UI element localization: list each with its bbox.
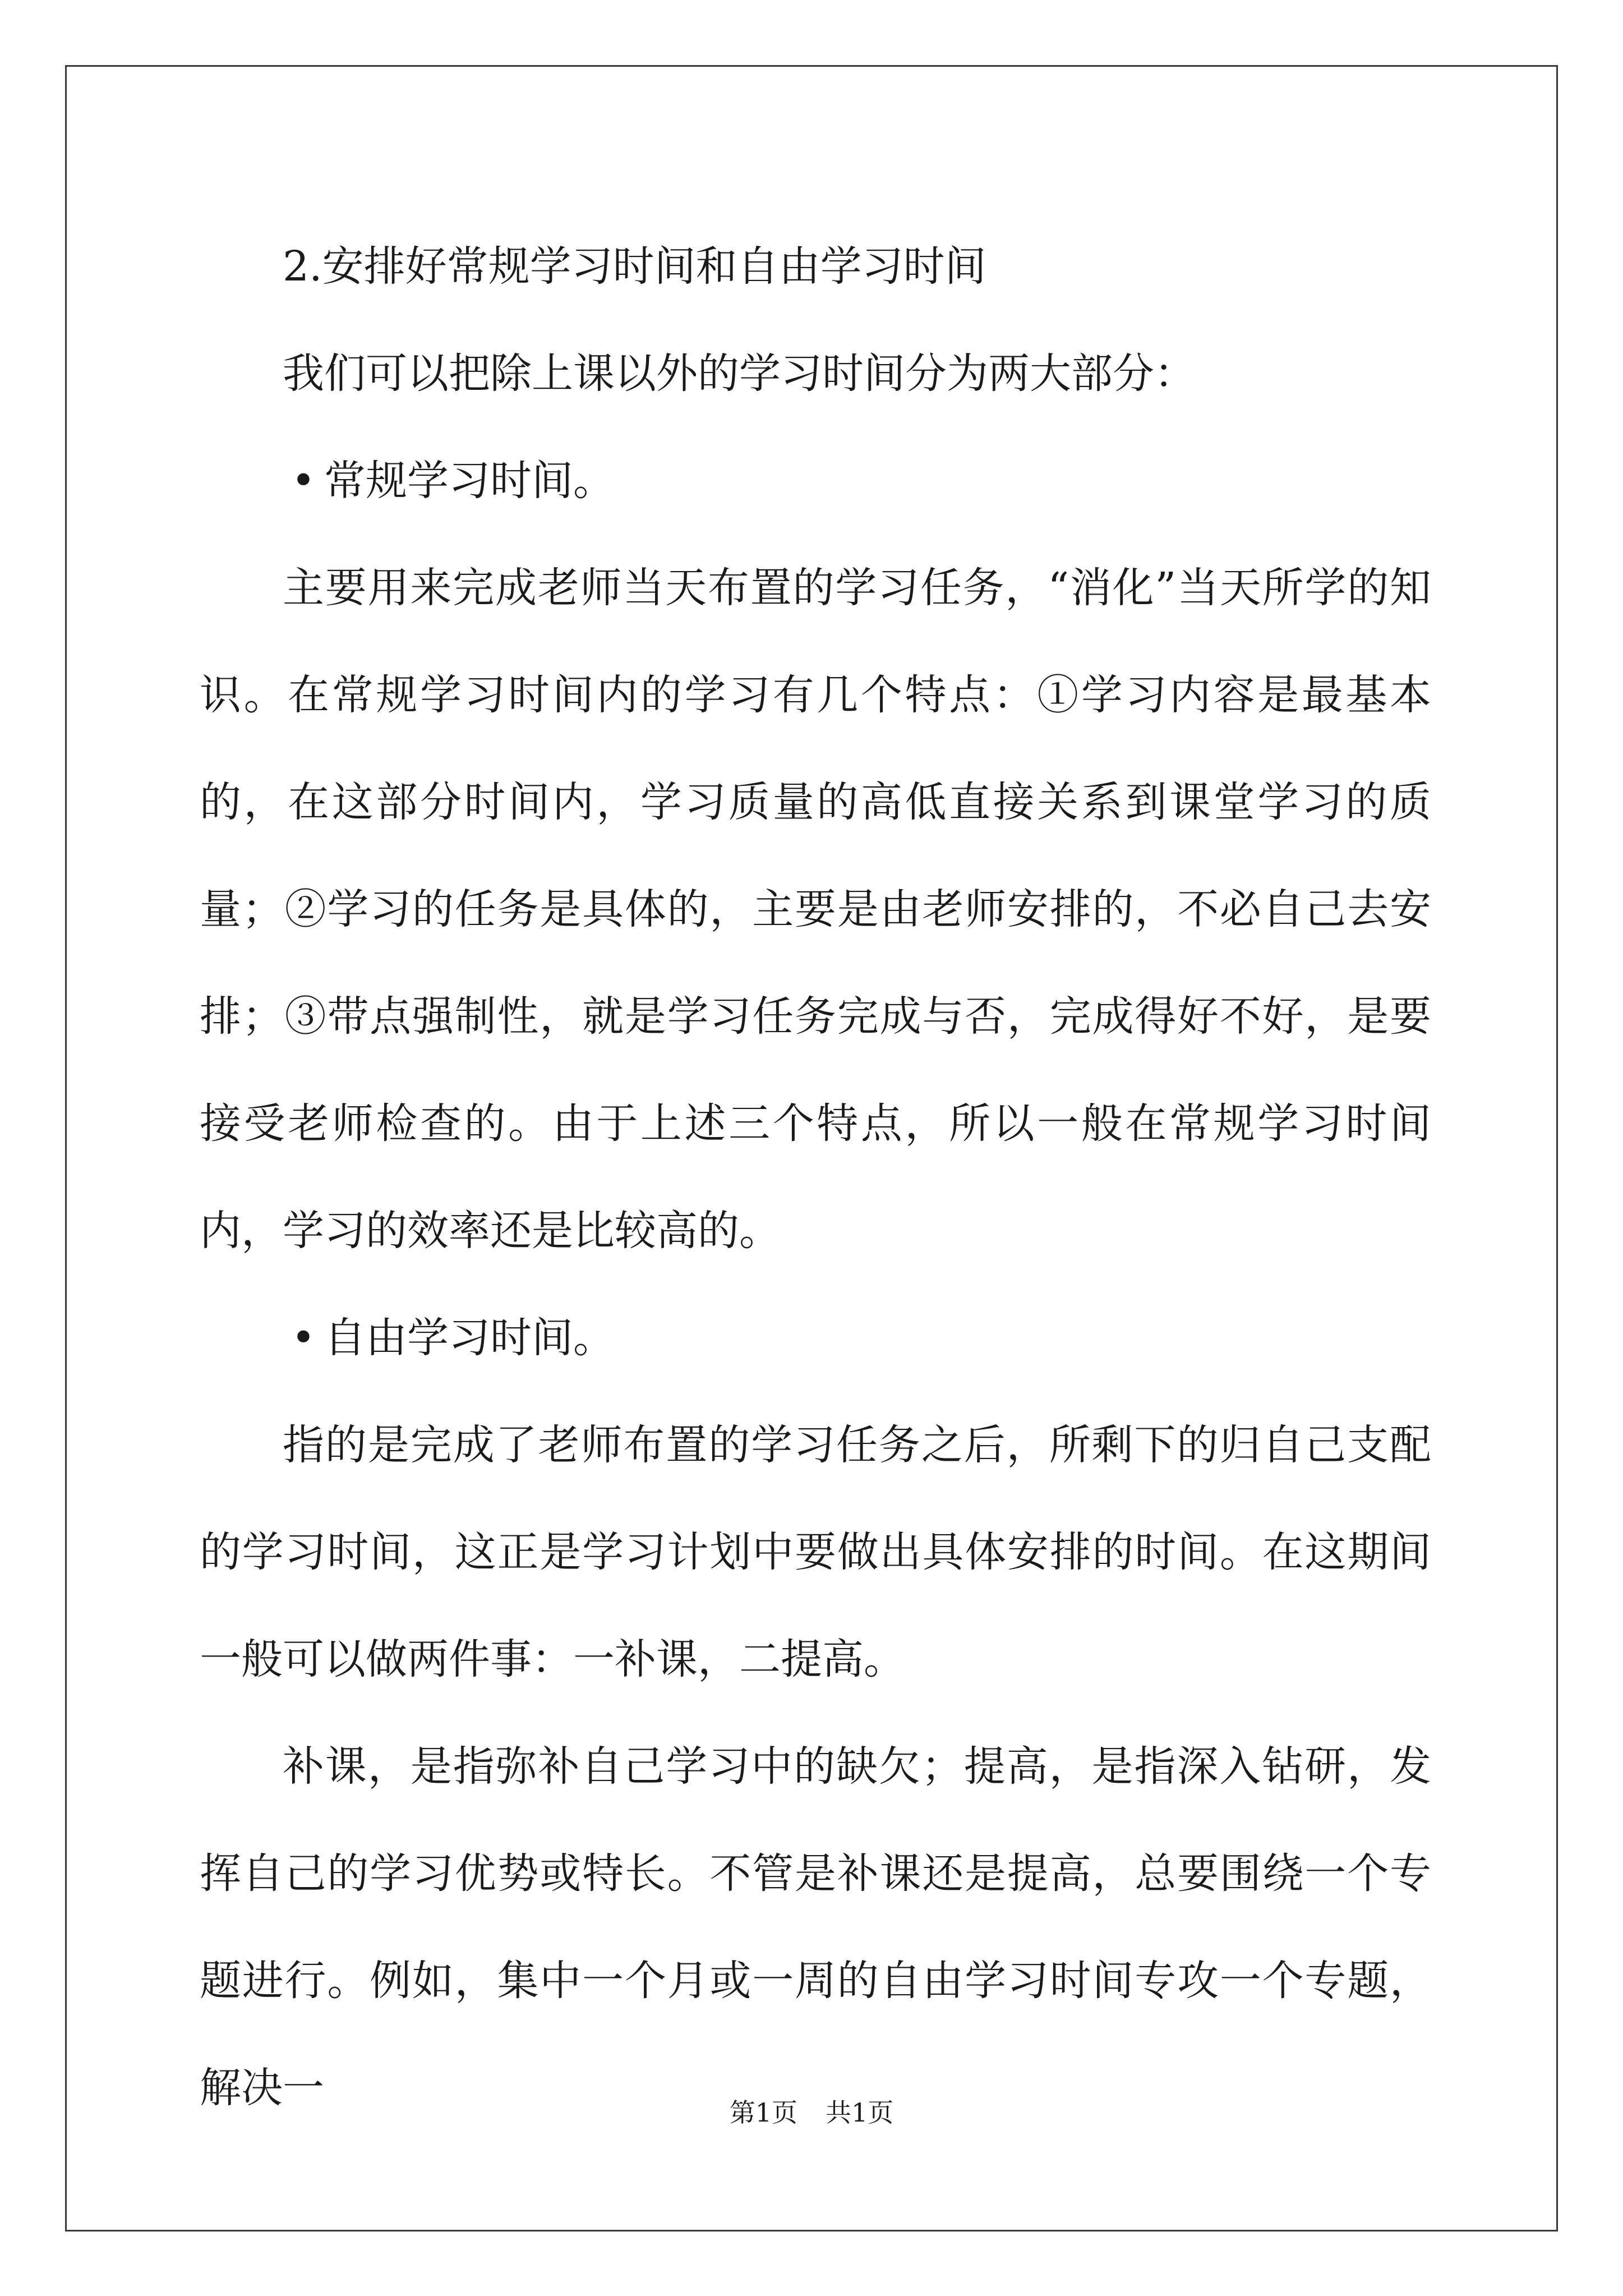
bullet-regular-time — [200, 427, 1431, 535]
bullet-dot-icon: • — [291, 457, 316, 505]
section-heading: 2.安排好常规学习时间和自由学习时间 — [283, 242, 986, 291]
document-body — [200, 213, 1431, 2142]
bullet-dot-icon: • — [291, 1314, 316, 1362]
page-number: 第1页 — [729, 2097, 797, 2128]
remedial-paragraph: 补课，是指弥补自己学习中的缺欠；提高，是指深入钻研，发挥自己的学习优势或特长。不管是补课还是提高，总要围绕一个专题进行。例如，集中一个月或一周的自由学习时间专攻一个专题，解决一 — [200, 1742, 1431, 2112]
bullet-free-time — [200, 1285, 1431, 1392]
free-time-paragraph: 指的是完成了老师布置的学习任务之后，所剩下的归自己支配的学习时间，这正是学习计划中要做出具体安排的时间。在这期间一般可以做两件事：一补课，二提高。 — [200, 1421, 1431, 1683]
intro-paragraph: 我们可以把除上课以外的学习时间分为两大部分： — [283, 349, 1196, 398]
regular-time-paragraph: 主要用来完成老师当天布置的学习任务，“消化”当天所学的知识。在常规学习时间内的学习有几个特点：①学习内容是最基本的，在这部分时间内，学习质量的高低直接关系到课堂学习的质量；②学习的任务是具体的，主要是由老师安排的，不必自己去安排；③带点强制性，就是学习任务完成与否，完成得好不好，是要接受老师检查的。由于上述三个特点，所以一般在常规学习时间内，学习的效率还是比较高的。 — [200, 564, 1431, 1255]
bullet-label: 常规学习时间。 — [324, 457, 615, 505]
bullet-label: 自由学习时间。 — [324, 1314, 615, 1362]
page-footer — [0, 2096, 1623, 2129]
page-total: 共1页 — [826, 2097, 894, 2128]
